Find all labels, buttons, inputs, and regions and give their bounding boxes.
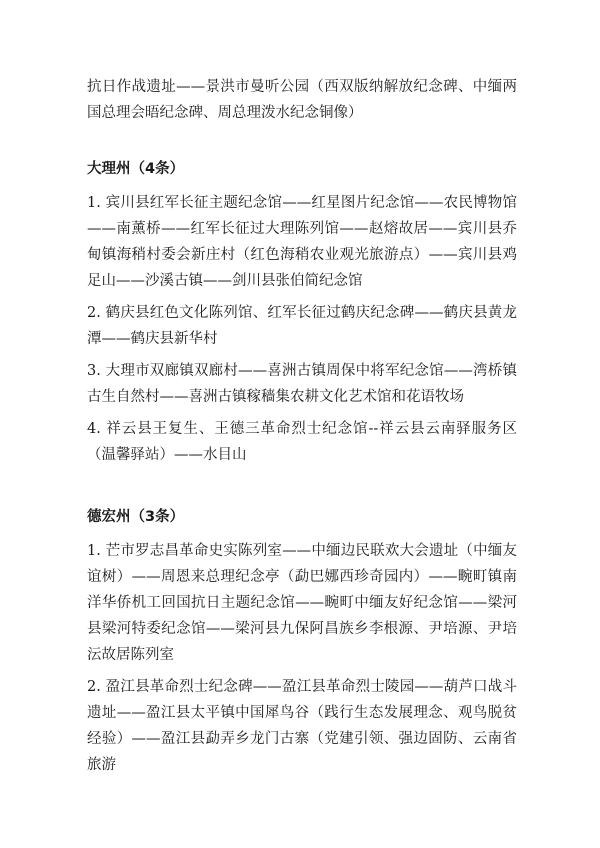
dali-route-3: 3. 大理市双廊镇双廊村——喜洲古镇周保中将军纪念馆——湾桥镇古生自然村——喜洲古镇稼穑集农耕文化艺术馆和花语牧场: [87, 363, 517, 405]
dehong-route-1: 1. 芒市罗志昌革命史实陈列室——中缅边民联欢大会遗址（中缅友谊树）——周恩来总理纪念亭（勐巴娜西珍奇园内）——畹町镇南洋华侨机工回国抗日主题纪念馆——畹町中缅友好纪念馆——梁河县梁河特委纪念馆——梁河县九保阿昌族乡李根源、尹培源、尹培沄故居陈列室: [87, 543, 517, 663]
document-page: [87, 74, 517, 784]
section-heading-dehong: 德宏州（3条）: [87, 509, 185, 525]
section-heading-dali: 大理州（4条）: [87, 161, 185, 177]
dehong-route-2: 2. 盈江县革命烈士纪念碑——盈江县革命烈士陵园——葫芦口战斗遗址——盈江县太平镇中国犀鸟谷（践行生态发展理念、观鸟脱贫经验）——盈江县勐弄乡龙门古寨（党建引领、强边固防、云南省旅游: [87, 679, 517, 773]
dali-route-1: 1. 宾川县红军长征主题纪念馆——红星图片纪念馆——农民博物馆——南薰桥——红军长征过大理陈列馆——赵熔故居——宾川县乔甸镇海稍村委会新庄村（红色海稍农业观光旅游点）——宾川县鸡足山——沙溪古镇——剑川县张伯简纪念馆: [87, 195, 517, 289]
dali-route-2: 2. 鹤庆县红色文化陈列馆、红军长征过鹤庆纪念碑——鹤庆县黄龙潭——鹤庆县新华村: [87, 305, 517, 347]
intro-paragraph: 抗日作战遗址——景洪市曼听公园（西双版纳解放纪念碑、中缅两国总理会晤纪念碑、周总理泼水纪念铜像）: [87, 79, 517, 121]
dali-route-4: 4. 祥云县王复生、王德三革命烈士纪念馆--祥云县云南驿服务区（温馨驿站）——水目山: [87, 421, 517, 463]
